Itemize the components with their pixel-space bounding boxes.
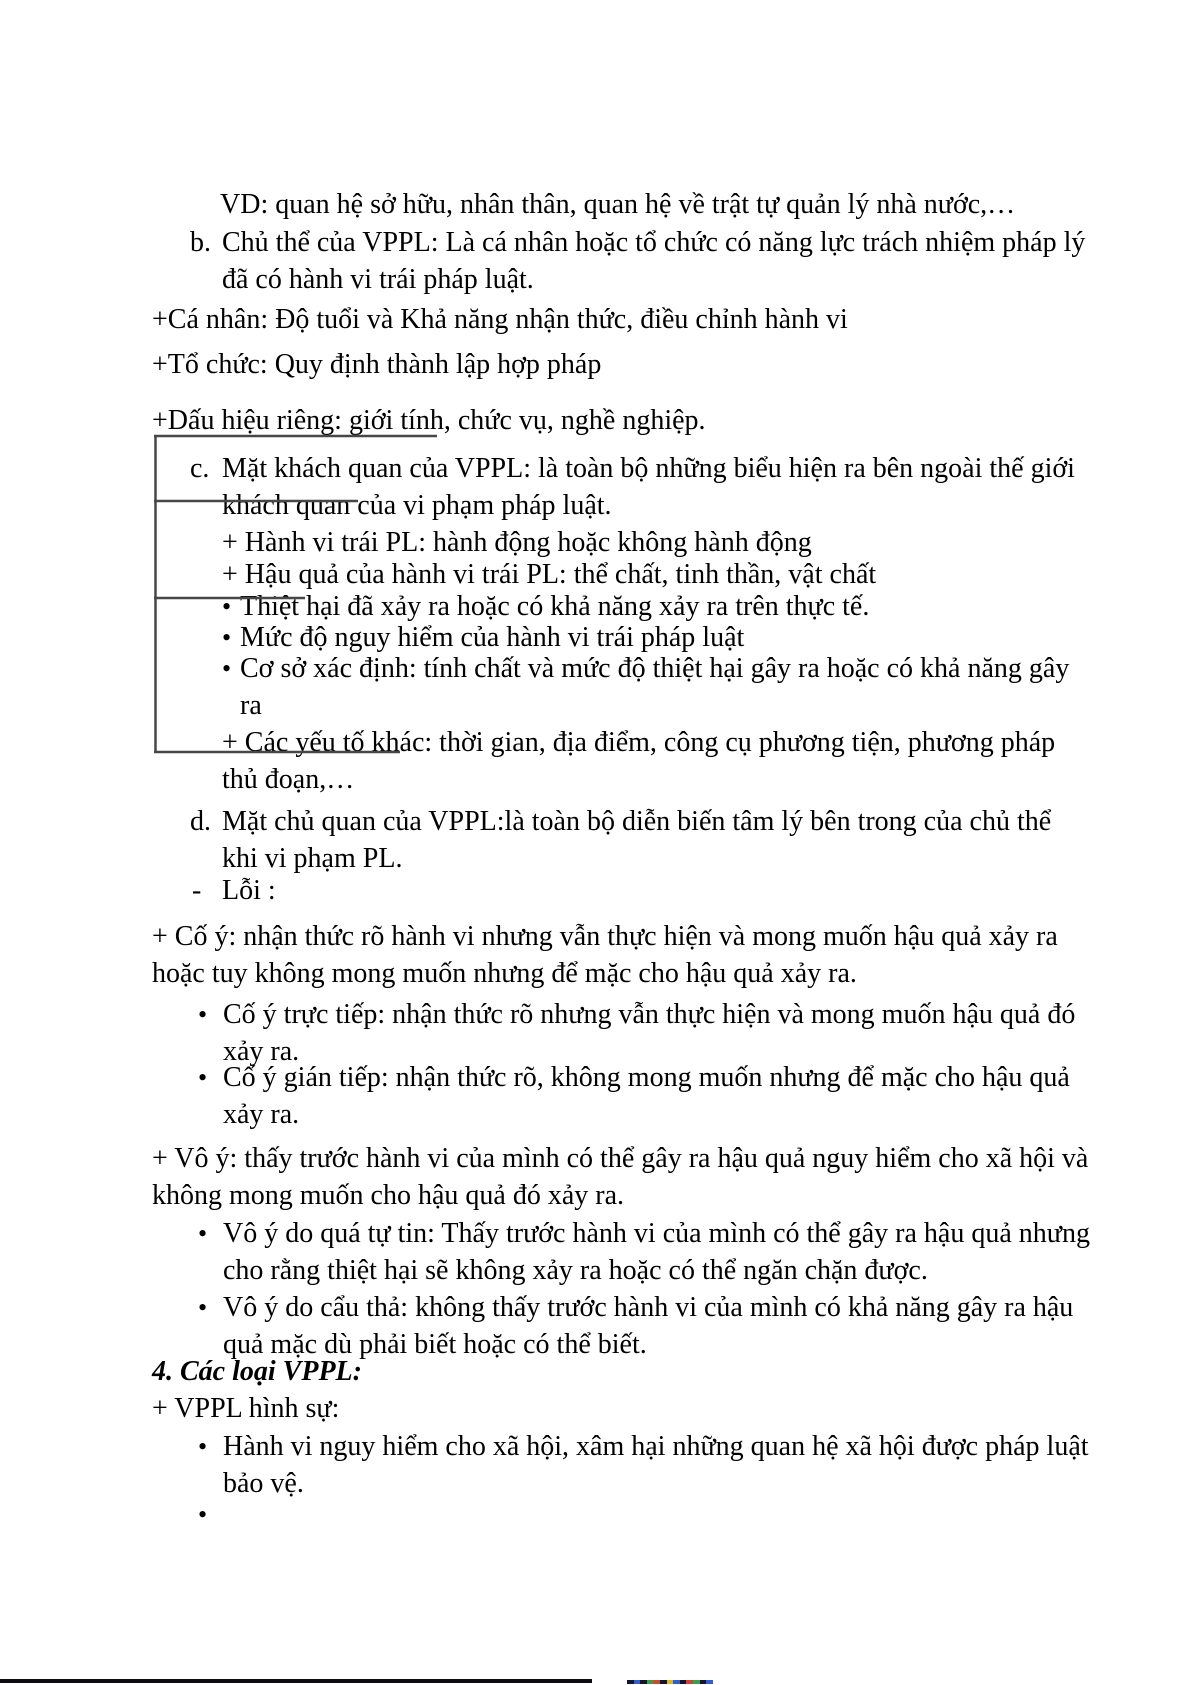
co-y-truc-tiep-line-1: Cố ý trực tiếp: nhận thức rõ nhưng vẫn thực hiện và mong muốn hậu quả đó bbox=[223, 999, 1076, 1030]
c-plus-hau-qua: + Hậu quả của hành vi trái PL: thể chất, tinh thần, vật chất bbox=[222, 559, 877, 590]
bottom-dash-segment bbox=[667, 1680, 674, 1684]
bullet-icon-co-y-gian-tiep: • bbox=[198, 1063, 208, 1092]
item-b-marker: b. bbox=[190, 227, 211, 258]
item-c-line-1: Mặt khách quan của VPPL: là toàn bộ những biểu hiện ra bên ngoài thế giới bbox=[222, 453, 1075, 484]
bottom-dash-segment bbox=[640, 1680, 647, 1684]
c-bullet-icon-2: • bbox=[222, 623, 232, 652]
item-c-marker: c. bbox=[190, 453, 210, 484]
vo-y-line-1: + Vô ý: thấy trước hành vi của mình có thể gây ra hậu quả nguy hiểm cho xã hội và bbox=[152, 1143, 1089, 1174]
bottom-dash-segment bbox=[673, 1680, 680, 1684]
co-y-gian-tiep-line-2: xảy ra. bbox=[223, 1099, 300, 1130]
bullet-icon-co-y-truc-tiep: • bbox=[198, 1000, 208, 1029]
hs-bullet-1-line-2: bảo vệ. bbox=[223, 1468, 304, 1499]
plus-to-chuc: +Tổ chức: Quy định thành lập hợp pháp bbox=[152, 349, 602, 380]
bottom-dash-segment bbox=[686, 1680, 693, 1684]
bottom-dash-segment bbox=[634, 1680, 641, 1684]
item-b-line-2: đã có hành vi trái pháp luật. bbox=[222, 264, 534, 295]
vo-y-cau-tha-line-1: Vô ý do cẩu thả: không thấy trước hành vi của mình có khả năng gây ra hậu bbox=[223, 1292, 1074, 1323]
bullet-icon-hs-1: • bbox=[198, 1432, 208, 1461]
item-d-line-1: Mặt chủ quan của VPPL:là toàn bộ diễn biến tâm lý bên trong của chủ thể bbox=[222, 806, 1052, 837]
bottom-dash-segment bbox=[680, 1680, 687, 1684]
vo-y-cau-tha-line-2: quả mặc dù phải biết hoặc có thể biết. bbox=[223, 1329, 647, 1360]
bottom-dash-segment bbox=[693, 1680, 700, 1684]
vo-y-qua-tu-tin-line-2: cho rằng thiệt hại sẽ không xảy ra hoặc có thể ngăn chặn được. bbox=[223, 1255, 928, 1286]
bullet-icon-hs-2-empty: • bbox=[198, 1500, 208, 1529]
c-bullet-icon-3: • bbox=[222, 654, 232, 683]
c-plus-hanh-vi: + Hành vi trái PL: hành động hoặc không hành động bbox=[222, 527, 812, 558]
co-y-line-1: + Cố ý: nhận thức rõ hành vi nhưng vẫn thực hiện và mong muốn hậu quả xảy ra bbox=[152, 921, 1058, 952]
plus-dau-hieu-rieng: +Dấu hiệu riêng: giới tính, chức vụ, nghề nghiệp. bbox=[152, 405, 706, 436]
c-bullet-icon-1: • bbox=[222, 592, 232, 621]
bottom-dash-segment bbox=[647, 1680, 654, 1684]
c-bullet-co-so-line-1: Cơ sở xác định: tính chất và mức độ thiệt hại gây ra hoặc có khả năng gây bbox=[240, 653, 1070, 684]
loi-dash-marker: - bbox=[192, 875, 202, 906]
bullet-icon-vo-y-cau-tha: • bbox=[198, 1293, 208, 1322]
bottom-dash-segment bbox=[700, 1680, 707, 1684]
vo-y-qua-tu-tin-line-1: Vô ý do quá tự tin: Thấy trước hành vi của mình có thể gây ra hậu quả nhưng bbox=[223, 1218, 1090, 1249]
co-y-gian-tiep-line-1: Cố ý gián tiếp: nhận thức rõ, không mong muốn nhưng để mặc cho hậu quả bbox=[223, 1062, 1070, 1093]
item-b-line-1: Chủ thể của VPPL: Là cá nhân hoặc tổ chức có năng lực trách nhiệm pháp lý bbox=[222, 227, 1086, 258]
plus-vppl-hinh-su: + VPPL hình sự: bbox=[152, 1393, 340, 1424]
item-d-marker: d. bbox=[190, 806, 211, 837]
c-bullet-co-so-line-2: ra bbox=[240, 690, 262, 721]
item-d-line-2: khi vi phạm PL. bbox=[222, 843, 403, 874]
item-c-line-2: khách quan của vi phạm pháp luật. bbox=[222, 490, 612, 521]
c-bullet-thiet-hai: Thiệt hại đã xảy ra hoặc có khả năng xảy ra trên thực tế. bbox=[240, 591, 870, 622]
vo-y-line-2: không mong muốn cho hậu quả đó xảy ra. bbox=[152, 1180, 625, 1211]
bottom-black-bar bbox=[0, 1679, 592, 1683]
c-plus-cac-yeu-to-line-2: thủ đoạn,… bbox=[222, 764, 355, 795]
bottom-dash-segment bbox=[653, 1680, 660, 1684]
co-y-line-2: hoặc tuy không mong muốn nhưng để mặc cho hậu quả xảy ra. bbox=[152, 958, 857, 989]
plus-ca-nhan: +Cá nhân: Độ tuổi và Khả năng nhận thức, điều chỉnh hành vi bbox=[152, 304, 848, 335]
bottom-dash-segment bbox=[660, 1680, 667, 1684]
c-bullet-muc-do: Mức độ nguy hiểm của hành vi trái pháp luật bbox=[240, 622, 745, 653]
example-line: VD: quan hệ sở hữu, nhân thân, quan hệ về trật tự quản lý nhà nước,… bbox=[220, 189, 1016, 220]
bottom-dash-segment bbox=[627, 1680, 634, 1684]
bottom-dash-segment bbox=[706, 1680, 713, 1684]
co-y-truc-tiep-line-2: xảy ra. bbox=[223, 1036, 300, 1067]
hs-bullet-1-line-1: Hành vi nguy hiểm cho xã hội, xâm hại những quan hệ xã hội được pháp luật bbox=[223, 1431, 1089, 1462]
c-plus-cac-yeu-to-line-1: + Các yếu tố khác: thời gian, địa điểm, công cụ phương tiện, phương pháp bbox=[222, 727, 1056, 758]
bottom-dash-strip bbox=[627, 1680, 713, 1684]
bullet-icon-vo-y-qua-tu-tin: • bbox=[198, 1219, 208, 1248]
loi-label: Lỗi : bbox=[222, 875, 276, 906]
heading-cac-loai-vppl: 4. Các loại VPPL: bbox=[152, 1356, 362, 1387]
